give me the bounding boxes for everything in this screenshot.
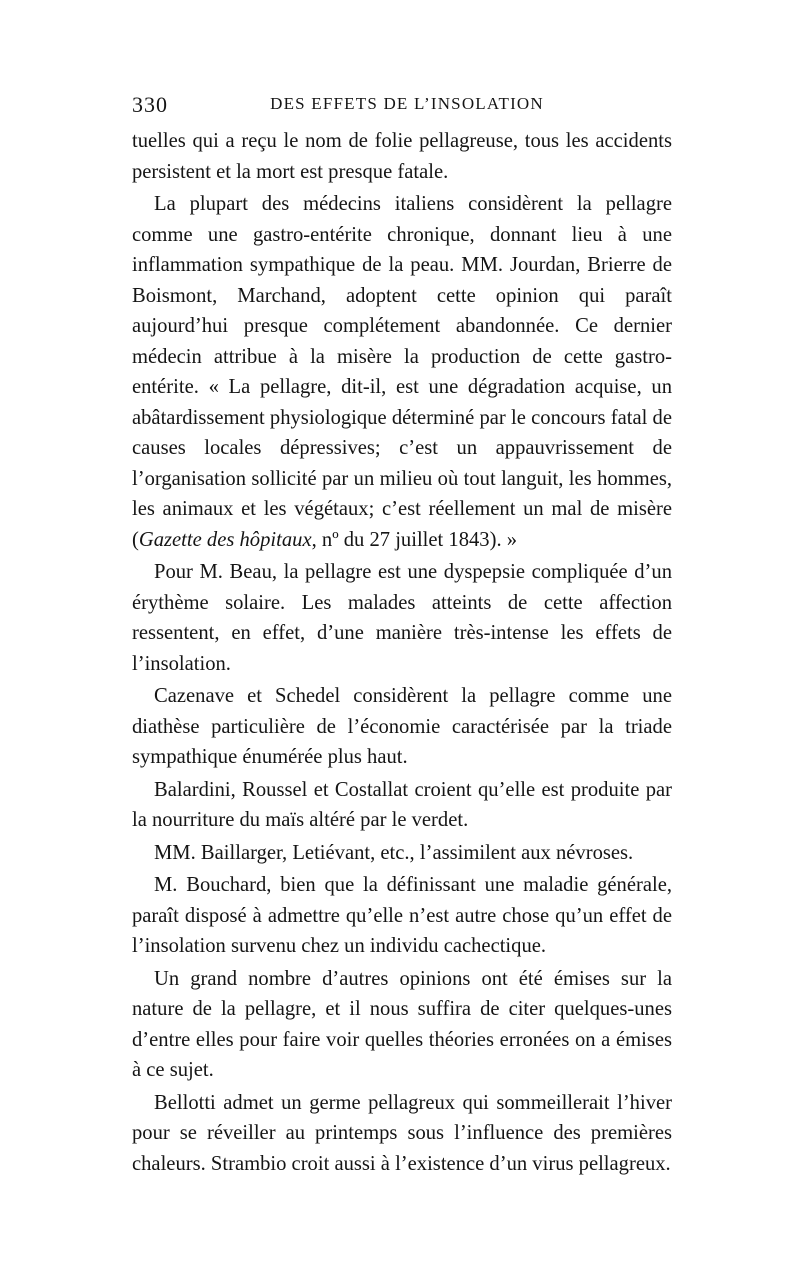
paragraph-bouchard: M. Bouchard, bien que la définissant une maladie générale, paraît disposé à admettre qu’elle n’est autre chose qu’un effet de l’insolation survenu chez un individu cachectique. (132, 874, 672, 957)
paragraph-text: La plupart des médecins italiens considèrent la pellagre comme une gastro-entérite chronique, donnant lieu à une inflammation sympathique de la peau. MM. Jourdan, Brierre de Boismont, Marchand, adoptent cette opinion qui paraît aujourd’hui presque complétement abandonnée. Ce dernier médecin attribue à la misère la production de cette gastro-entérite. « La pellagre, dit-il, est une dégradation acquise, un abâtardissement physiologique déterminé par le concours fatal de causes locales dépressives; c’est un appauvrissement de l’organisation sollicité par un milieu où tout languit, les hommes, les animaux et les végétaux; c’est réellement un mal de misère ( (132, 193, 672, 551)
paragraph-bellotti: Bellotti admet un germe pellagreux qui sommeillerait l’hiver pour se réveiller au printemps sous l’influence des premières chaleurs. Strambio croit aussi à l’existence d’un virus pellagreux. (132, 1091, 672, 1175)
paragraph-continuation: tuelles qui a reçu le nom de folie pellagreuse, tous les accidents persistent et la mort est presque fatale. (132, 130, 672, 183)
citation-journal: Gazette des hôpitaux (138, 528, 312, 551)
paragraph-other-opinions: Un grand nombre d’autres opinions ont été émises sur la nature de la pellagre, et il nous suffira de citer quelques-unes d’entre elles pour faire voir quelles théories erronées on a émises à ce sujet. (132, 967, 672, 1081)
paragraph-balardini: Balardini, Roussel et Costallat croient qu’elle est produite par la nourriture du maïs altéré par le verdet. (132, 778, 672, 831)
running-title: DES EFFETS DE L’INSOLATION (270, 94, 544, 113)
body-text (132, 126, 672, 1179)
paragraph-cazenave: Cazenave et Schedel considèrent la pellagre comme une diathèse particulière de l’économie caractérisée par la triade sympathique énumérée plus haut. (132, 685, 672, 768)
citation-tail: , nº du 27 juillet 1843). » (311, 528, 518, 551)
paragraph-beau: Pour M. Beau, la pellagre est une dyspepsie compliquée d’un érythème solaire. Les malades atteints de cette affection ressentent, en effet, d’une manière très-intense les effets de l’insolation. (132, 561, 672, 675)
page-header (132, 92, 672, 122)
page-number: 330 (132, 92, 168, 117)
paragraph-baillarger: MM. Baillarger, Letiévant, etc., l’assimilent aux névroses. (154, 841, 634, 864)
paragraph-italian-doctors (132, 189, 672, 555)
